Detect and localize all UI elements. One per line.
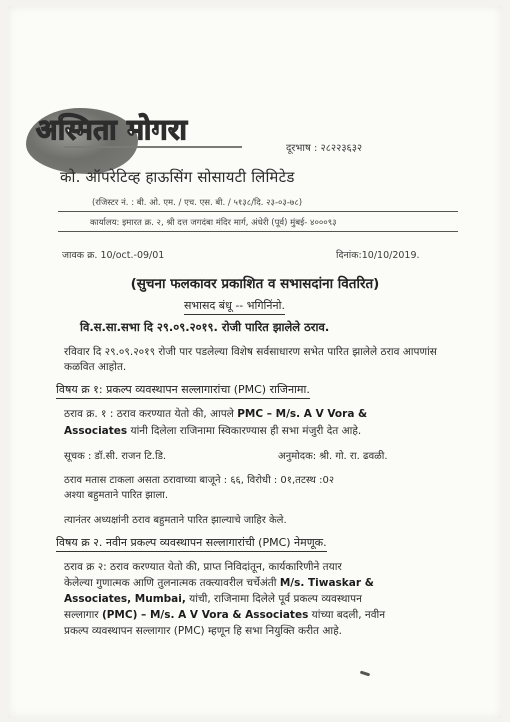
chair-declaration: त्यानंतर अध्यक्षांनी ठराव बहुमताने पारित झाल्याचे जाहिर केले. [64,515,287,526]
resolution-2-text-d: यांच्या बदली, नवीन [308,609,386,621]
phone-number: दूरभाष : २८२२३६३२ [286,143,363,154]
notice-subject: वि.स.सा.सभा दि २९.०९.२०१९. रोजी पारित झालेले ठराव. [80,320,330,334]
company-name: को. ऑपरेटिव्ह हाऊसिंग सोसायटी लिमिटेड [60,168,295,186]
resolution-2-new-pmc-cont: Associates, Mumbai, [64,593,186,605]
seconder: अनुमोदक: श्री. गो. रा. ढवळी. [278,451,388,462]
voting-outcome: अश्या बहुमताने पारित झाला. [64,490,169,501]
resolution-2-line-2 [64,575,464,591]
resolution-2-text-a: केलेल्या गुणात्मक आणि तुलनात्मक तक्त्यावरील चर्चेअंती [64,577,280,589]
intro-paragraph: रविवार दि २९.०९.२०१९ रोजी पार पडलेल्या विशेष सर्वसाधारण सभेत पारित झालेले ठराव आपणांस कळवित आहोत. [64,346,437,373]
resolution-1-text-cont: यांनी दिलेला राजिनामा स्विकारण्यास ही सभा मंजुरी देत आहे. [127,425,362,437]
voting-result: ठराव मतास टाकला असता ठरावाच्या बाजूने : ६६, विरोधी : 0१,तटस्थ :0२ [64,475,335,486]
proposer: सूचक : डॉ.सी. राजन टि.डि. [64,451,167,462]
resolution-2-line-5: प्रकल्प व्यवस्थापन सल्लागार (PMC) म्हणून हि सभा नियुक्ति करीत आहे. [64,625,343,637]
office-address: कार्यालय: इमारत क्र. २, श्री दत्त जगदंबा मंदिर मार्ग, अंधेरी (पूर्व) मुंबई- ४०००९३ [90,218,337,228]
resolution-1-pmc-name: PMC – M/s. A V Vora & [237,408,368,420]
document-date: दिनांक:10/10/2019. [336,250,420,261]
resolution-2-line-4 [64,607,464,623]
resolution-1-line-2 [64,423,464,439]
letterhead-divider-bottom [58,231,458,232]
logo-text: अस्मिता मोगरा [36,113,188,146]
notice-heading: (सुचना फलकावर प्रकाशित व सभासदांना वितरित) [130,276,380,292]
resolution-2-text-c: सल्लागार [64,609,102,621]
resolution-2-line-1: ठराव क्र २: ठराव करण्यात येतो की, प्राप्त निविदांतून, कार्यकारिणीने तयार [64,561,342,573]
resolution-1-pmc-name-cont: Associates [64,425,128,437]
registration-number: (रजिस्टर नं. : बी. ओ. एम. / एच. एस. बी. / ५१३८/दि. २३-०३-७८) [92,198,303,208]
letterhead-divider-top [58,211,458,212]
reference-number: जावक क्र. 10/oct.-09/01 [62,250,165,261]
resolution-2-line-3 [64,591,464,607]
topic-2-heading: विषय क्र २. नवीन प्रकल्प व्यवस्थापन सल्लागारांची (PMC) नेमणूक. [56,535,327,552]
resolution-2-text-b: यांची, राजिनामा दिलेले पूर्व प्रकल्प व्यवस्थापन [185,593,362,605]
topic-1-heading: विषय क्र १: प्रकल्प व्यवस्थापन सल्लागारांचा (PMC) राजिनामा. [56,382,310,399]
resolution-2-new-pmc: M/s. Tiwaskar & [279,577,374,589]
salutation: सभासद बंधू -- भगिनिंनो. [184,298,285,315]
resolution-1-line-1 [64,406,464,422]
resolution-1-text: ठराव क्र. १ : ठराव करण्यात येतो की, आपले [64,408,238,420]
resolution-2-old-pmc: (PMC) – M/s. A V Vora & Associates [101,609,309,621]
